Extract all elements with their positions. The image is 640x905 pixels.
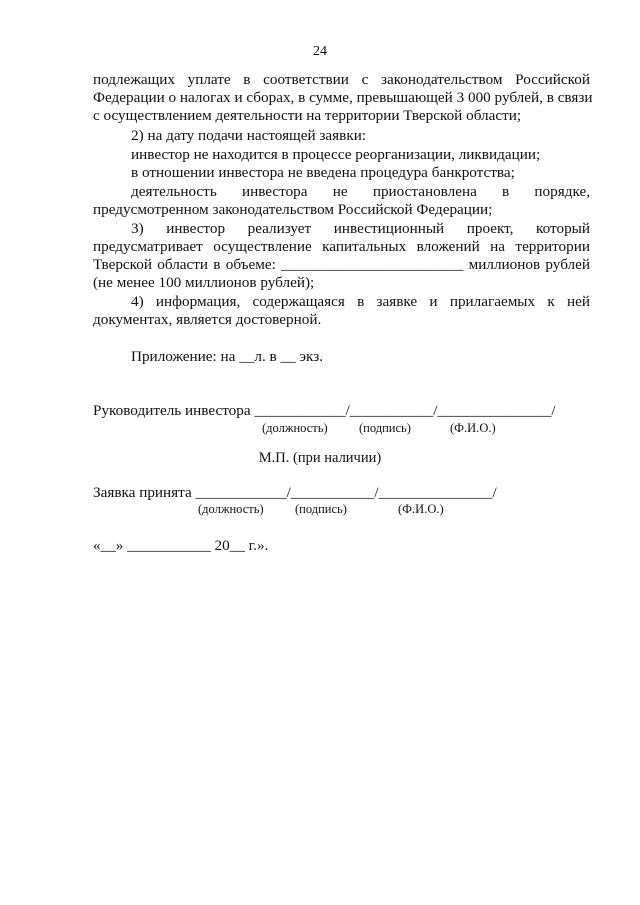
paragraph-line: 4) информация, содержащаяся в заявке и прилагаемых к ней bbox=[131, 293, 590, 310]
investor-signature-line: Руководитель инвестора ____________/___________/_______________/ bbox=[93, 402, 556, 419]
attachment-line: Приложение: на __л. в __ экз. bbox=[131, 348, 324, 365]
accepted-signature-line: Заявка принята ____________/___________/_______________/ bbox=[93, 484, 497, 501]
name-caption: (Ф.И.О.) bbox=[450, 421, 496, 435]
name-caption: (Ф.И.О.) bbox=[398, 502, 444, 516]
stamp-note: М.П. (при наличии) bbox=[258, 450, 382, 466]
date-line: «__» ___________ 20__ г.». bbox=[93, 537, 269, 554]
paragraph-line: документах, является достоверной. bbox=[93, 311, 322, 328]
paragraph-line: с осуществлением деятельности на территории Тверской области; bbox=[93, 107, 522, 124]
paragraph-line: 2) на дату подачи настоящей заявки: bbox=[131, 127, 367, 144]
page-number: 24 bbox=[313, 44, 327, 59]
paragraph-line: Тверской области в объеме: ________________________ миллионов рублей bbox=[93, 256, 590, 273]
position-caption: (должность) bbox=[198, 502, 264, 516]
signature-caption: (подпись) bbox=[295, 502, 347, 516]
paragraph-line: деятельность инвестора не приостановлена в порядке, bbox=[131, 183, 590, 200]
paragraph-line: предусмотренном законодательством Российской Федерации; bbox=[93, 201, 493, 218]
paragraph-line: предусматривает осуществление капитальных вложений на территории bbox=[93, 238, 590, 255]
paragraph-line: в отношении инвестора не введена процедура банкротства; bbox=[131, 164, 515, 181]
paragraph-line: инвестор не находится в процессе реорганизации, ликвидации; bbox=[131, 146, 541, 163]
paragraph-line: 3) инвестор реализует инвестиционный проект, который bbox=[131, 220, 590, 237]
signature-caption: (подпись) bbox=[359, 421, 411, 435]
paragraph-line: Федерации о налогах и сборах, в сумме, превышающей 3 000 рублей, в связи bbox=[93, 89, 593, 106]
position-caption: (должность) bbox=[262, 421, 328, 435]
paragraph-line: (не менее 100 миллионов рублей); bbox=[93, 274, 315, 291]
paragraph-line: подлежащих уплате в соответствии с законодательством Российской bbox=[93, 71, 590, 88]
